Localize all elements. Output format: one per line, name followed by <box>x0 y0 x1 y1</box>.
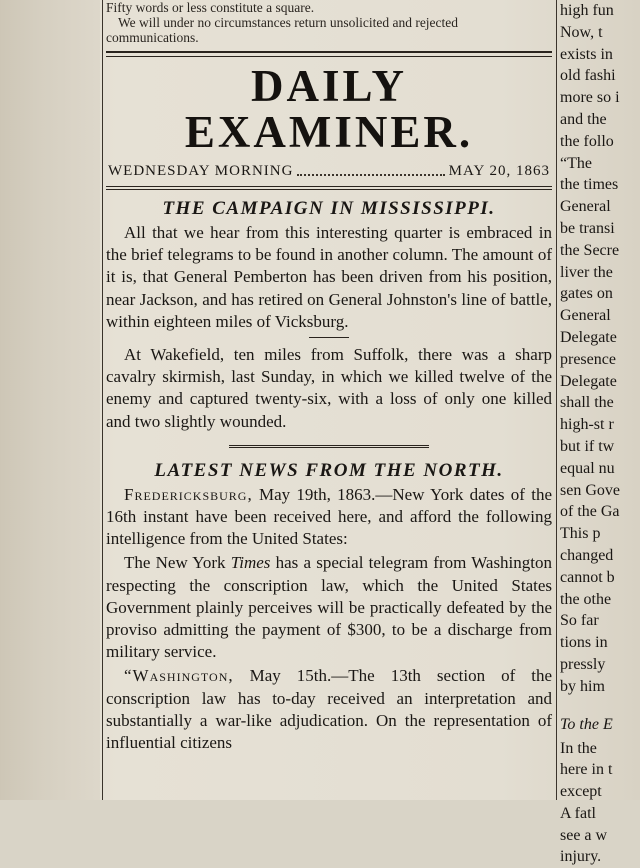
column-rule-right <box>556 0 557 800</box>
right-column-line: In the <box>560 738 640 760</box>
right-column-line: sen Gove <box>560 480 640 502</box>
right-column-line: of the Ga <box>560 501 640 523</box>
right-column-line: old fashi <box>560 65 640 87</box>
right-column-line: tions in <box>560 632 640 654</box>
article2-paragraph-1-text: May 19th, 1863.—New York dates of the 16th instant have been received here, and afford the following intelligence from the United States: <box>106 485 552 548</box>
right-column-line: General <box>560 196 640 218</box>
article1-paragraph-1: All that we hear from this interesting quarter is embraced in the brief telegrams to be found in another column. The amount of it is, that General Pemberton has been driven from his position, near Jackson, and has retired on General Johnston's line of battle, within eighteen miles of Vicksburg. <box>106 222 552 333</box>
article1-separator <box>309 337 349 338</box>
article2-headline: LATEST NEWS FROM THE NORTH. <box>106 460 552 482</box>
right-column-line: by him <box>560 676 640 698</box>
right-column-line: be transi <box>560 218 640 240</box>
right-column-heading: To the E <box>560 716 640 734</box>
article2-p3-text: May 15th.—The 13th section of the conscription law has to-day received an interpretation and substantially a war-like adjudication. On the representation of influential citizens <box>106 666 552 752</box>
right-column-lines-a <box>560 0 640 698</box>
right-column-line: So far <box>560 610 640 632</box>
article1-paragraph-2: At Wakefield, ten miles from Suffolk, there was a sharp cavalry skirmish, last Sunday, in which we killed twelve of the enemy and captured twenty-six, with a loss of only one killed and two slightly wounded. <box>106 344 552 433</box>
right-column-line: here in t <box>560 759 640 781</box>
right-column-line: gates on <box>560 283 640 305</box>
right-column-line: the Secre <box>560 240 640 262</box>
right-column-line: but if tw <box>560 436 640 458</box>
article2-paragraph-3 <box>106 665 552 754</box>
right-column-line: except <box>560 781 640 803</box>
article2-p2-text: has a special telegram from Washington respecting the conscription law, which the United States Government plainly perceives will be practically defeated by the proviso admitting the payment of $300, to be a discharge from military service. <box>106 553 552 661</box>
masthead-rule-top <box>106 51 552 57</box>
ad-line-2: We will under no circumstances return unsolicited and rejected communications. <box>106 15 552 45</box>
article2-paragraph-1 <box>106 484 552 551</box>
dateline <box>106 163 552 180</box>
right-column-line: Delegate <box>560 371 640 393</box>
right-column-line: cannot b <box>560 567 640 589</box>
right-column-line: high-st r <box>560 414 640 436</box>
right-column-line: injury. <box>560 846 640 868</box>
dateline-day: WEDNESDAY MORNING <box>108 163 293 180</box>
right-column-line: A fatl <box>560 803 640 825</box>
right-column-line: exists in <box>560 44 640 66</box>
article2-p3-place: “Washington, <box>124 666 234 685</box>
dateline-date: MAY 20, 1863 <box>449 163 550 180</box>
right-column-line: high fun <box>560 0 640 22</box>
right-column-line: liver the <box>560 262 640 284</box>
right-column-line: the follo <box>560 131 640 153</box>
right-column-line: “The <box>560 153 640 175</box>
dateline-rule <box>106 186 552 190</box>
right-column-line: shall the <box>560 392 640 414</box>
right-column-line: the times <box>560 174 640 196</box>
article2-paper-name: Times <box>231 553 271 572</box>
right-column-line: General <box>560 305 640 327</box>
ad-line-1: Fifty words or less constitute a square. <box>106 0 552 15</box>
column-rule-left <box>102 0 103 800</box>
left-column-margin <box>0 0 100 800</box>
right-column-line: changed <box>560 545 640 567</box>
main-column <box>106 0 552 800</box>
article1-headline: THE CAMPAIGN IN MISSISSIPPI. <box>106 198 552 220</box>
right-column <box>560 0 640 800</box>
masthead-title: DAILY EXAMINER. <box>106 63 552 155</box>
right-column-line: the othe <box>560 589 640 611</box>
article-divider <box>229 445 429 450</box>
right-column-line: This p <box>560 523 640 545</box>
article2-paragraph-2 <box>106 552 552 663</box>
right-column-line: and the <box>560 109 640 131</box>
article2-dateline-place: Fredericksburg, <box>124 485 253 504</box>
right-column-line: Now, t <box>560 22 640 44</box>
article2-p2-start: The New York <box>124 553 226 572</box>
right-column-line: equal nu <box>560 458 640 480</box>
right-column-line: see a w <box>560 825 640 847</box>
right-column-line: presence <box>560 349 640 371</box>
right-column-line: more so i <box>560 87 640 109</box>
right-column-lines-b <box>560 738 640 868</box>
right-column-line: pressly <box>560 654 640 676</box>
dateline-leader <box>297 163 444 176</box>
right-column-line: Delegate <box>560 327 640 349</box>
